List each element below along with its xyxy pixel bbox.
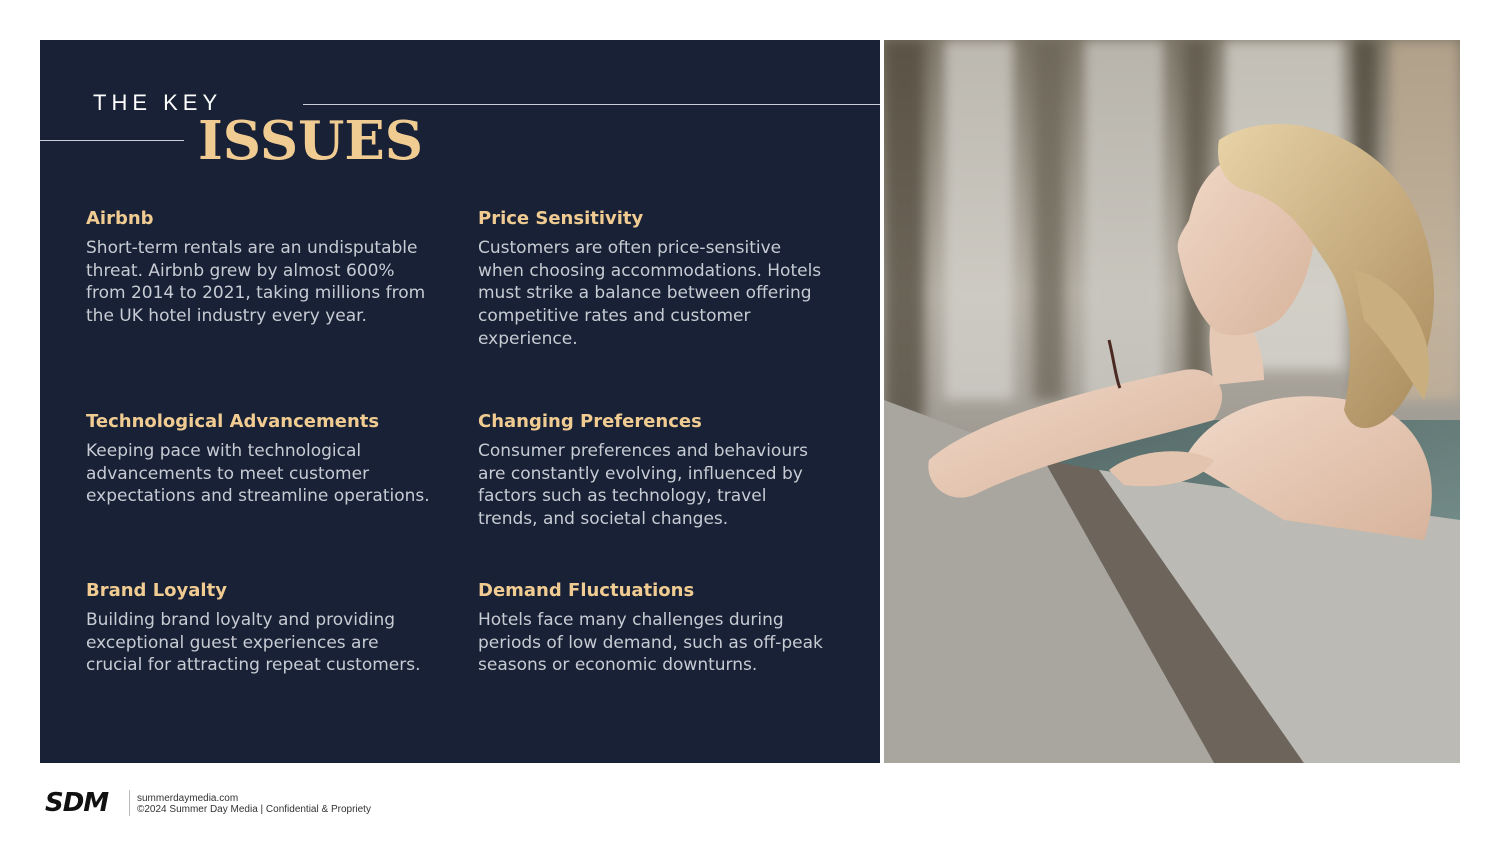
issue-price-sensitivity — [478, 208, 828, 351]
woman-in-pool-illustration — [884, 40, 1460, 763]
issue-brand-loyalty — [86, 580, 436, 677]
issue-airbnb — [86, 208, 436, 328]
issue-title: Technological Advancements — [86, 411, 380, 432]
footer-text — [137, 793, 371, 815]
footer-copyright: ©2024 Summer Day Media | Confidential & Propriety — [137, 804, 371, 815]
hero-photo — [884, 40, 1460, 763]
issue-technological-advancements — [86, 411, 436, 508]
header-divider-top — [303, 104, 880, 105]
header-divider-left — [40, 140, 184, 141]
issue-body: Building brand loyalty and providing exceptional guest experiences are crucial for attracting repeat customers. — [86, 610, 421, 676]
page-kicker: THE KEY — [93, 90, 223, 115]
issue-body: Short-term rentals are an undisputable threat. Airbnb grew by almost 600% from 2014 to 2021, taking millions from the UK hotel industry every year. — [86, 238, 426, 327]
issue-body: Consumer preferences and behaviours are constantly evolving, influenced by factors such as technology, travel trends, and societal changes. — [478, 441, 808, 530]
footer-website: summerdaymedia.com — [137, 793, 239, 804]
key-issues-panel — [40, 40, 880, 763]
issue-title: Changing Preferences — [478, 411, 702, 432]
issue-body: Hotels face many challenges during periods of low demand, such as off-peak seasons or economic downturns. — [478, 610, 823, 676]
footer-divider — [129, 790, 130, 816]
issue-title: Airbnb — [86, 208, 154, 229]
issue-body: Customers are often price-sensitive when choosing accommodations. Hotels must strike a balance between offering competitive rates and customer experience. — [478, 238, 822, 349]
page-title: ISSUES — [198, 110, 424, 172]
issue-demand-fluctuations — [478, 580, 828, 677]
issue-title: Demand Fluctuations — [478, 580, 695, 601]
issue-body: Keeping pace with technological advancements to meet customer expectations and streamline operations. — [86, 441, 430, 507]
sdm-logo: SDM — [45, 788, 109, 818]
issue-title: Price Sensitivity — [478, 208, 644, 229]
issue-title: Brand Loyalty — [86, 580, 227, 601]
issue-changing-preferences — [478, 411, 828, 531]
